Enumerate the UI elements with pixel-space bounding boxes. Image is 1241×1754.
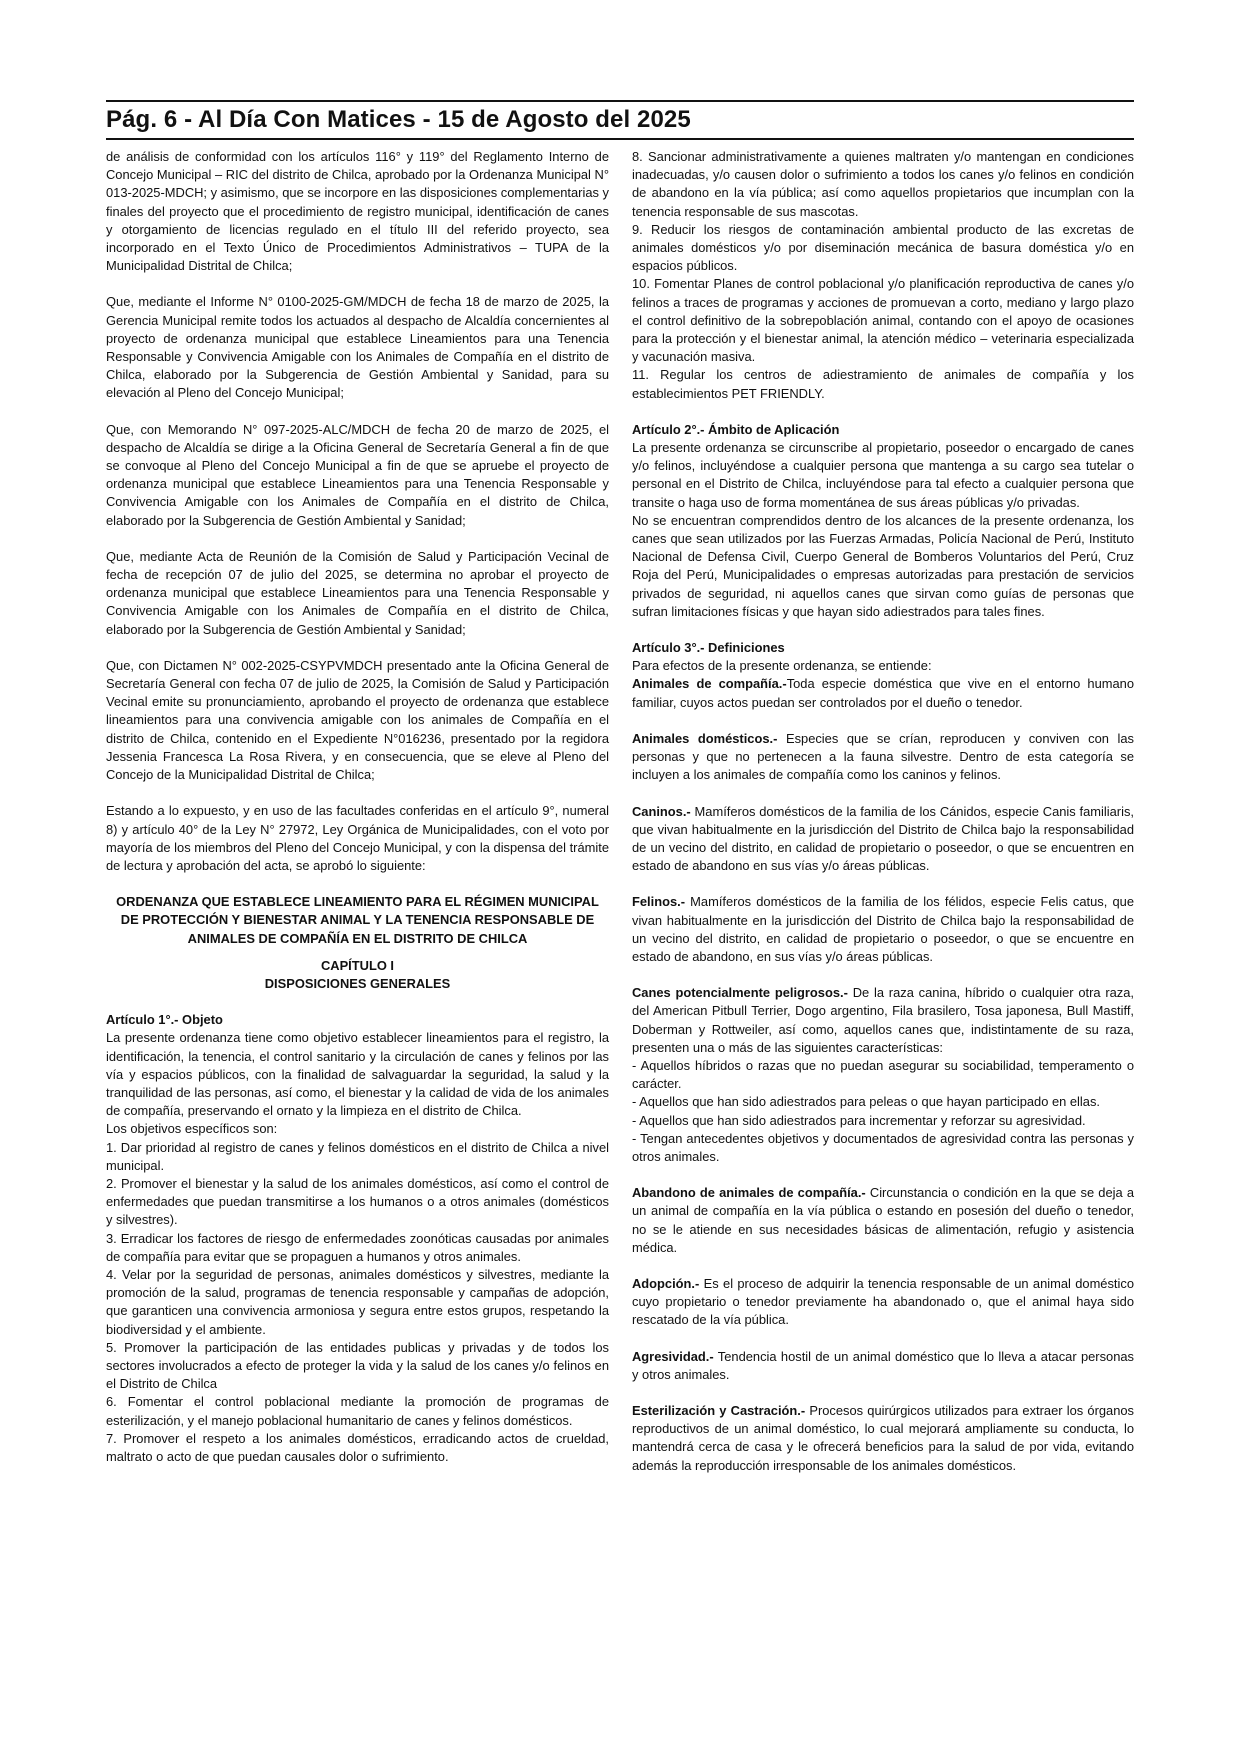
article-1-title: Artículo 1°.- Objeto [106,1012,223,1028]
list-item: 4. Velar por la seguridad de personas, animales domésticos y silvestres, mediante la promoción de la salud, programas de tenencia responsable y campañas de adopción, que garanticen una convivencia armoniosa y segura entre estos grupos, respetando la biodiversidad y el ambiente. [106,1266,609,1337]
paragraph: Estando a lo expuesto, y en uso de las facultades conferidas en el artículo 9°, numeral 8) y artículo 40° de la Ley N° 27972, Ley Orgánica de Municipalidades, con el voto por mayoría de los miembros del Pleno del Concejo Municipal, y con la dispensa del trámite de lectura y aprobación del acta, se aprobó lo siguiente: [106,803,609,873]
page-header [106,100,1134,140]
header-bottom-rule [106,138,1134,140]
ordinance-heading: ORDENANZA QUE ESTABLECE LINEAMIENTO PARA EL RÉGIMEN MUNICIPAL DE PROTECCIÓN Y BIENESTAR ANIMAL Y LA TENENCIA RESPONSABLE DE ANIMALES DE COMPAÑÍA EN EL DISTRITO DE CHILCA [116,894,599,946]
list-item: 10. Fomentar Planes de control poblacional y/o planificación reproductiva de canes y/o felinos a traces de programas y acciones de promuevan a corto, mediano y largo plazo el control definitivo de la sobrepoblación animal, contando con el apoyo de ocasiones para la protección y el bienestar animal, la atención médico – veterinaria especializada y vacunación masiva. [632,276,1134,365]
paragraph: La presente ordenanza se circunscribe al propietario, poseedor o encargado de canes y/o felinos, incluyéndose a cualquier persona que mantenga a su cargo sea tutelar o personal en el Distrito de Chilca, incluyéndose para tal efecto a cualquier persona que transite o haga uso de forma momentánea de sus áreas públicas y/o privadas. [632,440,1134,510]
chapter-subheading: DISPOSICIONES GENERALES [264,975,451,991]
article-3-title: Artículo 3°.- Definiciones [632,640,785,656]
definition-term: Agresividad.- [632,1348,714,1364]
definition-term: Canes potencialmente peligrosos.- [632,985,848,1001]
list-item: 2. Promover el bienestar y la salud de los animales domésticos, así como el control de enfermedades que puedan transmitirse a los humanos o a otros animales (domésticos y silvestres). [106,1175,609,1228]
list-item: 8. Sancionar administrativamente a quienes maltraten y/o mantengan en condiciones inadecuadas, y/o causen dolor o sufrimiento a todos los canes y/o felinos en condición de abandono en la vía pública; así como aquellos propietarios que incumplan con la tenencia responsable de sus mascotas. [632,149,1134,219]
definition-text: Procesos quirúrgicos utilizados para extraer los órganos reproductivos de un animal doméstico, lo cual mejorará ampliamente su conducta, lo mantendrá cerca de casa y le ofrecerá beneficios para la salud de por vida, evitando además la reproducción irresponsable de los animales domésticos. [632,1402,1134,1473]
list-item: - Aquellos híbridos o razas que no puedan asegurar su sociabilidad, temperamento o carácter. [632,1057,1134,1092]
header-top-rule [106,100,1134,102]
definition-term: Caninos.- [632,803,691,819]
definition-term: Animales de compañía.- [632,676,787,692]
list-item: - Tengan antecedentes objetivos y documentados de agresividad contra las personas y otros animales. [632,1130,1134,1164]
chapter-heading: CAPÍTULO I [320,957,395,973]
definition [632,1184,1134,1257]
definition-text: Tendencia hostil de un animal doméstico que lo lleva a atacar personas y otros animales. [632,1348,1134,1382]
left-column [106,148,609,1466]
definition [632,893,1134,966]
list-item: 11. Regular los centros de adiestramiento de animales de compañía y los establecimientos PET FRIENDLY. [632,367,1134,401]
paragraph: La presente ordenanza tiene como objetivo establecer lineamientos para el registro, la identificación, la tenencia, el control sanitario y la circulación de canes y felinos por las vía y espacios públicos, con la finalidad de salvaguardar la seguridad, la salud y la tranquilidad de las personas, así como, el bienestar y la calidad de vida de los animales de compañía, preservando el ornato y la limpieza en el distrito de Chilca. [106,1030,609,1119]
definition-term: Abandono de animales de compañía.- [632,1185,866,1201]
list-item: 3. Erradicar los factores de riesgo de enfermedades zoonóticas causadas por animales de compañía para evitar que se propaguen a humanos y otros animales. [106,1230,609,1264]
article-2-title: Artículo 2°.- Ámbito de Aplicación [632,421,840,437]
definition [632,1402,1134,1475]
definition [632,1275,1134,1330]
definition-text: Mamíferos domésticos de la familia de los félidos, especie Felis catus, que vivan habitualmente en la jurisdicción del Distrito de Chilca bajo la responsabilidad de un vecino del distrito, en calidad de propietario o poseedor, o que se encuentre en estado de abandono, en sus vías y/o áreas públicas. [632,894,1134,964]
definition [632,730,1134,785]
page-title: Pág. 6 - Al Día Con Matices - 15 de Agosto del 2025 [106,106,691,133]
definition [632,803,1134,876]
paragraph: Que, con Dictamen N° 002-2025-CSYPVMDCH presentado ante la Oficina General de Secretaría General con fecha 07 de julio de 2025, la Comisión de Salud y Participación Vecinal emite su pronunciamiento, aprobando el proyecto de ordenanza que establece lineamientos para una convivencia amigable con los animales de Compañía en el distrito de Chilca, contenido en el Expediente N°016236, presentado por la regidora Jessenia Francesca La Rosa Rivera, y en consecuencia, que se eleve al Pleno del Concejo de la Municipalidad Distrital de Chilca; [106,657,609,783]
paragraph: No se encuentran comprendidos dentro de los alcances de la presente ordenanza, los canes que sean utilizados por las Fuerzas Armadas, Policía Nacional de Perú, Instituto Nacional de Defensa Civil, Cuerpo General de Bomberos Voluntarios del Perú, Cruz Roja del Perú, Municipalidades o empresas autorizadas para prestación de servicios privados de seguridad, ni aquellos canes que sirvan como guías de personas que sufran limitaciones físicas y que hayan sido adiestrados para tales fines. [632,512,1134,619]
paragraph: de análisis de conformidad con los artículos 116° y 119° del Reglamento Interno de Concejo Municipal – RIC del distrito de Chilca, aprobado por la Ordenanza Municipal N° 013-2025-MDCH; y asimismo, que se incorpore en las disposiciones complementarias y finales del proyecto que el procedimiento de registro municipal, identificación de canes y otorgamiento de licencias regulado en el título III del referido proyecto, sea incorporado en el Texto Único de Procedimientos Administrativos – TUPA de la Municipalidad Distrital de Chilca; [106,149,609,274]
definition-term: Felinos.- [632,894,685,910]
paragraph: Los objetivos específicos son: [106,1121,278,1137]
list-item: 5. Promover la participación de las entidades publicas y privadas y de todos los sectores involucrados a efecto de proteger la vida y la salud de los canes y/o felinos en el Distrito de Chilca [106,1339,609,1392]
definition-text: De la raza canina, híbrido o cualquier otra raza, del American Pitbull Terrier, Dogo argentino, Fila brasilero, Tosa japonesa, Bull Mastiff, Doberman y Rottweiler, así como, aquellos canes que, indistintamente de su raza, presenten una o más de las siguientes características: [632,985,1135,1055]
definition-text: Especies que se crían, reproducen y conviven con las personas y que no pertenecen a la fauna silvestre. Dentro de esta categoría se incluyen a los animales de compañía como los caninos y felinos. [632,730,1135,783]
list-item: - Aquellos que han sido adiestrados para peleas o que hayan participado en ellas. [632,1094,1100,1110]
definition [632,675,1134,711]
list-item: - Aquellos que han sido adiestrados para incrementar y reforzar su agresividad. [632,1112,1086,1128]
paragraph: Para efectos de la presente ordenanza, se entiende: [632,658,932,674]
definition [632,984,1134,1057]
paragraph: Que, con Memorando N° 097-2025-ALC/MDCH de fecha 20 de marzo de 2025, el despacho de Alcaldía se dirige a la Oficina General de Secretaría General a fin de que se convoque al Pleno del Concejo Municipal a fin de que se apruebe el proyecto de ordenanza municipal que establece Lineamientos para una Tenencia Responsable y Convivencia Amigable con los Animales de Compañía en el distrito de Chilca, elaborado por la Subgerencia de Gestión Ambiental y Sanidad; [106,421,609,528]
paragraph: Que, mediante Acta de Reunión de la Comisión de Salud y Participación Vecinal de fecha de recepción 07 de julio del 2025, se determina no aprobar el proyecto de ordenanza municipal que establece Lineamientos para una Tenencia Responsable y Convivencia Amigable con los Animales de Compañía en el distrito de Chilca, elaborado por la Subgerencia de Gestión Ambiental y Sanidad; [106,548,609,637]
definition [632,1348,1134,1384]
definition-term: Esterilización y Castración.- [632,1402,806,1418]
list-item: 6. Fomentar el control poblacional mediante la promoción de programas de esterilización, y el manejo poblacional humanitario de canes y felinos domésticos. [106,1394,609,1428]
definition-text: Es el proceso de adquirir la tenencia responsable de un animal doméstico cuyo propietario o tenedor previamente ha abandonado o, que el animal haya sido rescatado de la vía pública. [632,1275,1134,1328]
definition-term: Animales domésticos.- [632,730,778,746]
definition-text: Toda especie doméstica que vive en el entorno humano familiar, cuyos actos puedan ser controlados por el dueño o tenedor. [632,676,1134,710]
definition-text: Mamíferos domésticos de la familia de los Cánidos, especie Canis familiaris, que vivan habitualmente en la jurisdicción del Distrito de Chilca bajo la responsabilidad de un vecino del distrito, en calidad de propietario o poseedor, o que se encuentren en estado de abandono en sus vías y/o áreas públicas. [632,803,1134,874]
list-item: 1. Dar prioridad al registro de canes y felinos domésticos en el distrito de Chilca a nivel municipal. [106,1139,609,1173]
right-column [632,148,1134,1475]
paragraph: Que, mediante el Informe N° 0100-2025-GM/MDCH de fecha 18 de marzo de 2025, la Gerencia Municipal remite todos los actuados al despacho de Alcaldía concernientes al proyecto de ordenanza municipal que establece Lineamientos para una Tenencia Responsable y Convivencia Amigable con los Animales de Compañía en el distrito de Chilca, elaborado por la Subgerencia de Gestión Ambiental y Sanidad, para su elevación al Pleno del Concejo Municipal; [106,294,609,401]
definition-text: Circunstancia o condición en la que se deja a un animal de compañía en la vía pública o estando en posesión del dueño o tenedor, no se le atiende en sus necesidades básicas de alimentación, refugio y asistencia médica. [632,1185,1135,1255]
list-item: 7. Promover el respeto a los animales domésticos, erradicando actos de crueldad, maltrato o acto de que puedan causales dolor o sufrimiento. [106,1430,609,1464]
list-item: 9. Reducir los riesgos de contaminación ambiental producto de las excretas de animales domésticos y/o por diseminación mecánica de basura doméstica y/o en espacios públicos. [632,221,1134,274]
definition-term: Adopción.- [632,1275,700,1291]
